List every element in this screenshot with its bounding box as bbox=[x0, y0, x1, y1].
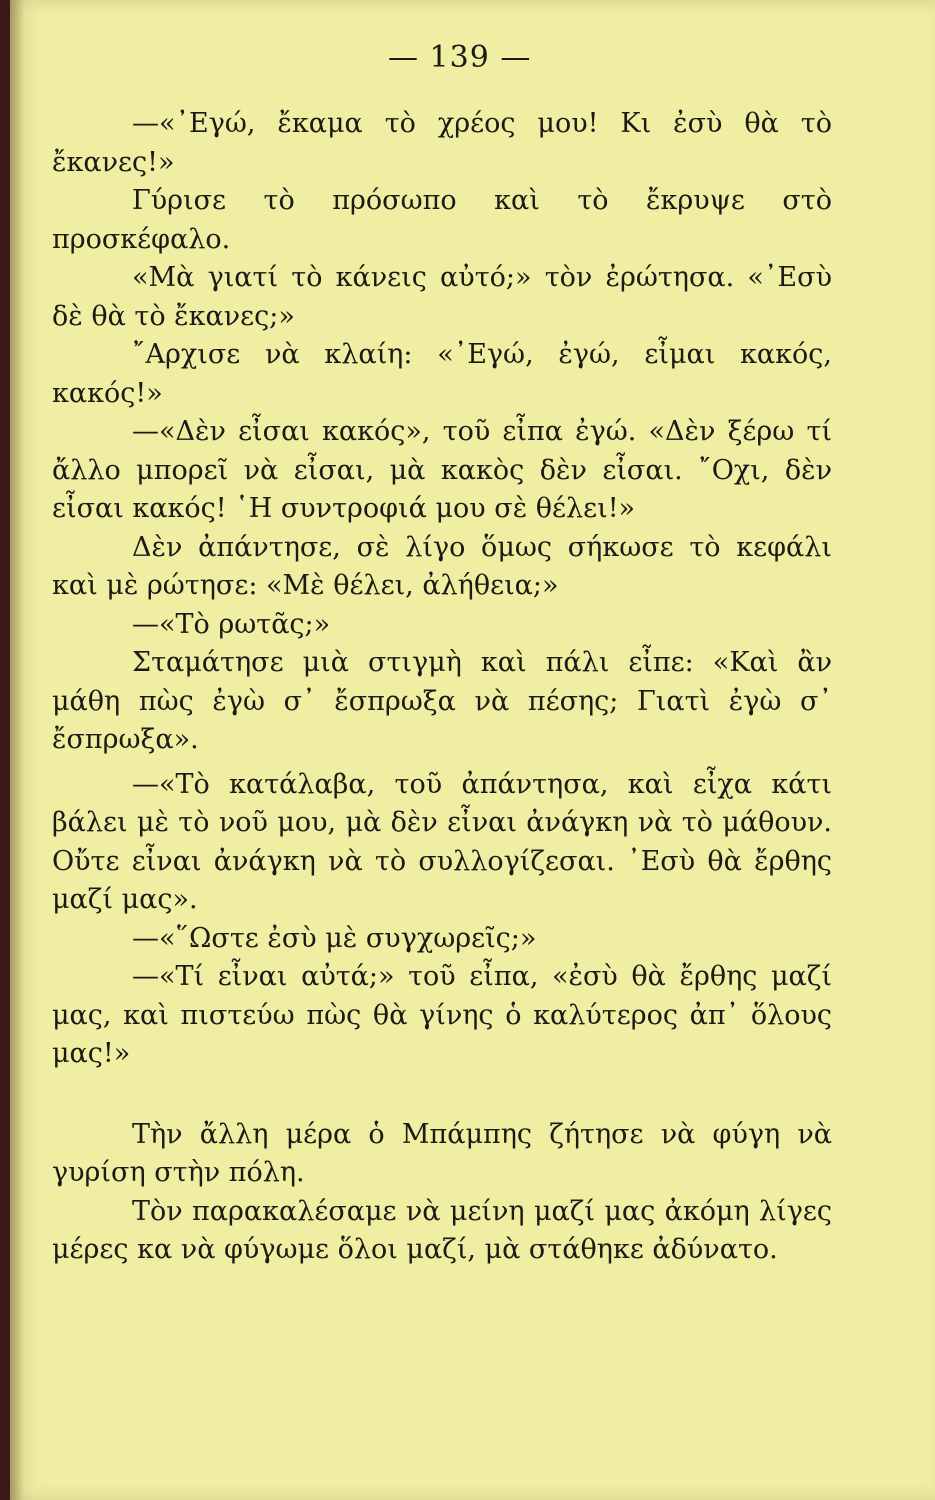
paragraph: Γύρισε τὸ πρόσωπο καὶ τὸ ἔκρυψε στὸ προσκέφαλο. bbox=[52, 185, 832, 255]
page-number: — 139 — bbox=[388, 40, 532, 75]
page-gutter-shadow bbox=[10, 0, 24, 1500]
paragraph: —«Τὸ ρωτᾶς;» bbox=[132, 608, 331, 640]
paragraph: Τὸν παρακαλέσαμε νὰ μείνη μαζί μας ἀκόμη λίγες μέρες κα νὰ φύγωμε ὅλοι μαζί, μὰ στάθηκε ἀδύνατο. bbox=[52, 1195, 832, 1265]
paragraph: —«Δὲν εἶσαι κακός», τοῦ εἶπα ἐγώ. «Δὲν ξέρω τί ἄλλο μπορεῖ νὰ εἶσαι, μὰ κακὸς δὲν εἶσαι. ῎Οχι, δὲν εἶσαι κακός! ῾Η συντροφιά μου σὲ θέλει!» bbox=[52, 416, 832, 524]
paragraph: Τὴν ἄλλη μέρα ὁ Μπάμπης ζήτησε νὰ φύγη νὰ γυρίση στὴν πόλη. bbox=[52, 1118, 832, 1188]
body-text bbox=[52, 105, 832, 1270]
paragraph: —«Τί εἶναι αὐτά;» τοῦ εἶπα, «ἐσὺ θὰ ἔρθης μαζί μας, καὶ πιστεύω πὼς θὰ γίνης ὁ καλύτερος ἀπ᾽ ὅλους μας!» bbox=[52, 961, 832, 1069]
paragraph: «Μὰ γιατί τὸ κάνεις αὐτό;» τὸν ἐρώτησα. «᾽Εσὺ δὲ θὰ τὸ ἔκανες;» bbox=[52, 262, 832, 332]
paragraph: ῎Αρχισε νὰ κλαίη: «᾽Εγώ, ἐγώ, εἶμαι κακός, κακός!» bbox=[52, 339, 832, 409]
paragraph: —«᾽Εγώ, ἔκαμα τὸ χρέος μου! Κι ἐσὺ θὰ τὸ ἔκανες!» bbox=[52, 108, 832, 178]
paragraph: —«῞Ωστε ἐσὺ μὲ συγχωρεῖς;» bbox=[132, 922, 537, 954]
paragraph: —«Τὸ κατάλαβα, τοῦ ἀπάντησα, καὶ εἶχα κάτι βάλει μὲ τὸ νοῦ μου, μὰ δὲν εἶναι ἀνάγκη νὰ τὸ μάθουν. Οὔτε εἶναι ἀνάγκη νὰ τὸ συλλογίζεσαι. ᾽Εσὺ θὰ ἔρθης μαζί μας». bbox=[52, 768, 832, 915]
paragraph: Σταμάτησε μιὰ στιγμὴ καὶ πάλι εἶπε: «Καὶ ἂν μάθη πὼς ἐγὼ σ᾽ ἔσπρωξα νὰ πέσης; Γιατὶ ἐγὼ σ᾽ ἔσπρωξα». bbox=[52, 647, 832, 755]
paragraph: Δὲν ἀπάντησε, σὲ λίγο ὅμως σήκωσε τὸ κεφάλι καὶ μὲ ρώτησε: «Μὲ θέλει, ἀλήθεια;» bbox=[52, 531, 832, 601]
